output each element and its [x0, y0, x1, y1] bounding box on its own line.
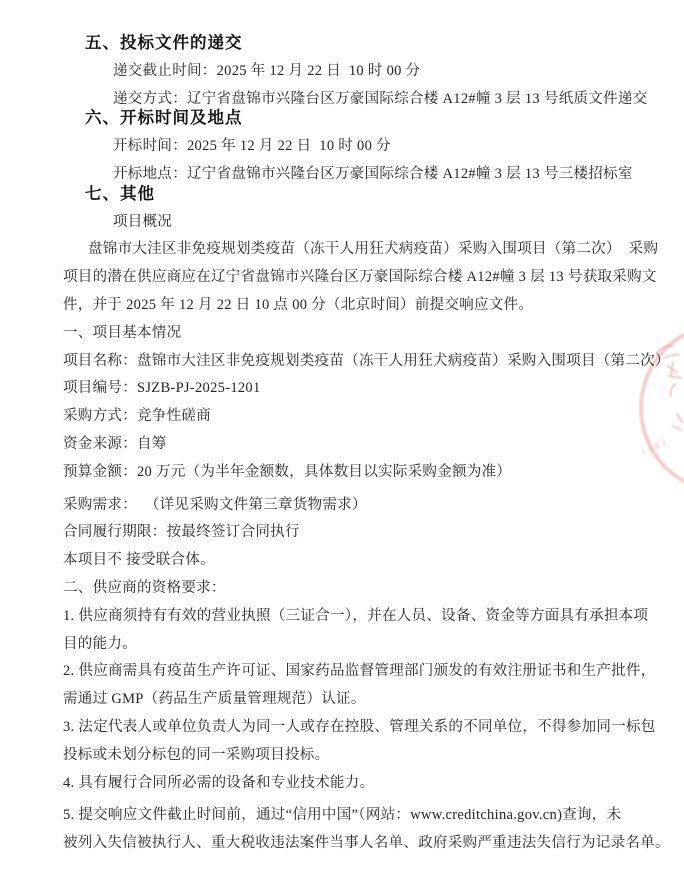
doc-line-23: 目的能力。: [63, 635, 137, 652]
doc-line-8: 项目概况: [113, 213, 173, 230]
seal-ring: [641, 324, 684, 492]
doc-line-25: 需通过 GMP（药品生产质量管理规范）认证。: [63, 691, 366, 708]
doc-line-6: 开标地点：辽宁省盘锦市兴隆台区万豪国际综合楼 A12#幢 3 层 13 号三楼招标室: [113, 165, 633, 182]
doc-line-28: 4. 具有履行合同所必需的设备和专业技术能力。: [63, 774, 375, 791]
doc-line-3: 递交方式：辽宁省盘锦市兴隆台区万豪国际综合楼 A12#幢 3 层 13 号纸质文件递交: [113, 90, 648, 107]
doc-line-17: 预算金额：20 万元（为半年金额数，具体数目以实际采购金额为准）: [63, 463, 512, 480]
doc-line-7: 七、其他: [85, 184, 155, 203]
doc-line-2: 递交截止时间：2025 年 12 月 22 日 10 时 00 分: [113, 62, 421, 79]
doc-line-18: 采购需求： （详见采购文件第三章货物需求）: [63, 496, 367, 513]
doc-line-21: 二、供应商的资格要求：: [63, 579, 226, 596]
doc-line-12: 一、项目基本情况: [63, 324, 182, 341]
doc-line-29: 5. 提交响应文件截止时间前，通过“信用中国”（网站：www.creditchina.gov.cn)查询，未: [63, 807, 622, 824]
doc-line-24: 2. 供应商需具有疫苗生产许可证、国家药品监督管理部门颁发的有效注册证书和生产批件，: [63, 663, 656, 680]
doc-line-5: 开标时间：2025 年 12 月 22 日 10 时 00 分: [113, 138, 391, 155]
doc-line-19: 合同履行期限：按最终签订合同执行: [63, 524, 300, 541]
doc-line-15: 采购方式：竞争性磋商: [63, 408, 211, 425]
doc-line-26: 3. 法定代表人或单位负责人为同一人或存在控股、管理关系的不同单位，不得参加同一标包: [63, 718, 656, 735]
doc-line-4: 六、开标时间及地点: [85, 109, 243, 128]
doc-line-13: 项目名称：盘锦市大洼区非免疫规划类疫苗（冻干人用狂犬病疫苗）采购入围项目（第二次）: [63, 352, 670, 369]
doc-line-30: 被列入失信被执行人、重大税收违法案件当事人名单、政府采购严重违法失信行为记录名单。: [63, 835, 670, 852]
seal-serial-text: 1182: [639, 435, 671, 458]
doc-line-10: 项目的潜在供应商应在辽宁省盘锦市兴隆台区万豪国际综合楼 A12#幢 3 层 13 号获取采购文: [63, 269, 657, 286]
doc-line-11: 件，并于 2025 年 12 月 22 日 10 点 00 分（北京时间）前提交响应文件。: [63, 296, 534, 313]
doc-line-20: 本项目不 接受联合体。: [63, 552, 215, 569]
doc-line-9: 盘锦市大洼区非免疫规划类疫苗（冻干人用狂犬病疫苗）采购入围项目（第二次） 采购: [88, 241, 659, 258]
doc-line-22: 1. 供应商须持有有效的营业执照（三证合一），并在人员、设备、资金等方面具有承担本项: [63, 607, 649, 624]
doc-line-27: 投标或未划分标包的同一采购项目投标。: [63, 746, 330, 763]
doc-line-16: 资金来源：自筹: [63, 435, 167, 452]
doc-line-14: 项目编号：SJZB-PJ-2025-1201: [63, 380, 261, 397]
doc-line-1: 五、投标文件的递交: [85, 34, 243, 52]
